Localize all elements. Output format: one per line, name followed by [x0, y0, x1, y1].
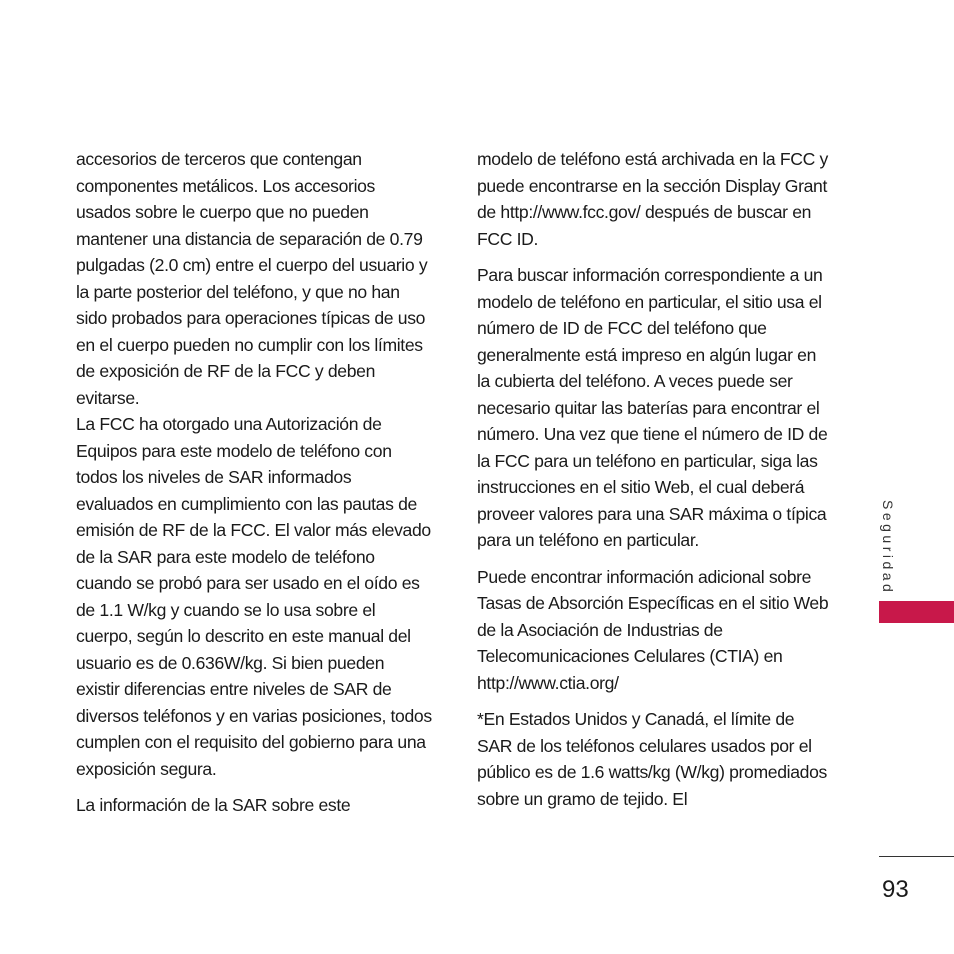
left-paragraph-2: La FCC ha otorgado una Autorización de Equipos para este modelo de teléfono con todos los niveles de SAR informados evaluados en cumplimiento con las pautas de emisión de RF de la FCC. El valor más elevado de la SAR para este modelo de teléfono cuando se probó para ser usado en el oído es de 1.1 W/kg y cuando se lo usa sobre el cuerpo, según lo descrito en este manual del usuario es de 0.636W/kg. Si bien pueden existir diferencias entre niveles de SAR de diversos teléfonos y en varias posiciones, todos cumplen con el requisito del gobierno para una exposición segura.	[76, 414, 432, 779]
page-number-rule	[879, 856, 954, 857]
left-text-column	[76, 146, 432, 819]
right-paragraph-3: Puede encontrar información adicional sobre Tasas de Absorción Específicas en el sitio Web de la Asociación de Industrias de Telecomunicaciones Celulares (CTIA) en http://www.ctia.org/	[477, 566, 829, 693]
right-paragraph-2: Para buscar información correspondiente a un modelo de teléfono en particular, el sitio usa el número de ID de FCC del teléfono que generalmente está impreso en algún lugar en la cubierta del teléfono. A veces puede ser necesario quitar las baterías para encontrar el número. Una vez que tiene el número de ID de la FCC para un teléfono en particular, siga las instrucciones en el sitio Web, el cual deberá proveer valores para una SAR máxima o típica para un teléfono en particular.	[477, 265, 828, 550]
page-number: 93	[882, 876, 909, 903]
section-label: Seguridad	[880, 500, 896, 596]
right-paragraph-1: modelo de teléfono está archivada en la FCC y puede encontrarse en la sección Display Grant de http://www.fcc.gov/ después de buscar en FCC ID.	[477, 149, 828, 249]
right-paragraph-4: *En Estados Unidos y Canadá, el límite de SAR de los teléfonos celulares usados por el público es de 1.6 watts/kg (W/kg) promediados sobre un gramo de tejido. El	[477, 709, 827, 809]
right-text-column	[477, 146, 833, 812]
section-tab-marker	[879, 601, 954, 623]
left-paragraph-1: accesorios de terceros que contengan componentes metálicos. Los accesorios usados sobre le cuerpo que no pueden mantener una distancia de separación de 0.79 pulgadas (2.0 cm) entre el cuerpo del usuario y la parte posterior del teléfono, y que no han sido probados para operaciones típicas de uso en el cuerpo pueden no cumplir con los límites de exposición de RF de la FCC y deben evitarse.	[76, 149, 428, 408]
left-paragraph-3: La información de la SAR sobre este	[76, 795, 351, 815]
